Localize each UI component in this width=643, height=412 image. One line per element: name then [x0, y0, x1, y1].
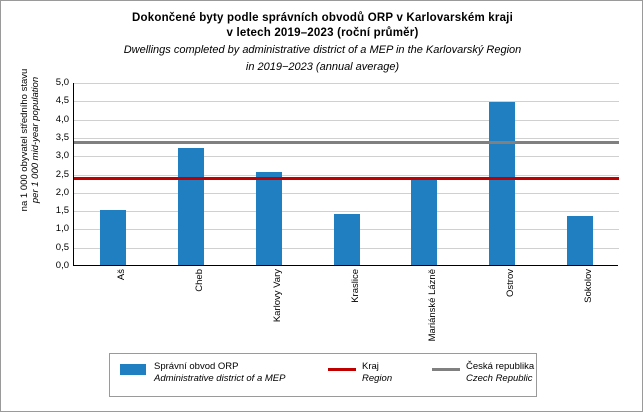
- legend-label-en: Czech Republic: [466, 373, 533, 384]
- y-axis-title-en: per 1 000 mid-year population: [30, 76, 41, 204]
- x-tick-label: Kraslice: [349, 269, 361, 303]
- bar: [256, 172, 282, 265]
- bar: [334, 214, 360, 265]
- y-tick-label: 2,0: [55, 186, 69, 198]
- y-tick-label: 5,0: [55, 77, 69, 88]
- gridline: [74, 101, 619, 102]
- y-tick-label: 0,0: [55, 260, 69, 271]
- chart-title-block: [1, 11, 643, 75]
- x-tick-label: Sokolov: [583, 269, 595, 303]
- legend-label-cz: Správní obvod ORP: [154, 361, 239, 372]
- gridline: [74, 83, 619, 84]
- gridline: [74, 156, 619, 157]
- gridline: [74, 120, 619, 121]
- y-tick-label: 3,5: [55, 131, 69, 143]
- legend-label-en: Administrative district of a MEP: [154, 373, 286, 384]
- chart-legend: [109, 353, 537, 397]
- x-tick-label: Ostrov: [505, 269, 517, 297]
- x-tick-label: Cheb: [193, 269, 205, 292]
- x-tick-label: Mariánské Lázně: [427, 269, 439, 342]
- legend-label: [466, 361, 534, 385]
- plot-area: [73, 83, 618, 266]
- x-axis-labels: [73, 269, 618, 349]
- reference-line: [74, 177, 619, 180]
- legend-label: [154, 361, 285, 385]
- gridline: [74, 211, 619, 212]
- y-tick-label: 1,0: [55, 223, 69, 235]
- bar: [411, 177, 437, 265]
- bar: [178, 148, 204, 265]
- legend-label-cz: Kraj: [362, 361, 379, 372]
- x-tick-label: Aš: [115, 269, 127, 281]
- legend-label-cz: Česká republika: [466, 361, 535, 372]
- y-tick-label: 0,5: [55, 241, 69, 253]
- y-tick-label: 2,5: [55, 168, 69, 180]
- chart-subtitle-line-1: Dwellings completed by administrative district of a MEP in the Karlovarský Region: [123, 44, 522, 56]
- legend-swatch-line: [328, 368, 356, 371]
- y-axis-labels: [23, 77, 69, 271]
- legend-swatch-line: [432, 368, 460, 371]
- chart-title-line-2: v letech 2019–2023 (roční průměr): [226, 27, 419, 39]
- y-tick-label: 4,5: [55, 95, 69, 107]
- gridline: [74, 175, 619, 176]
- y-tick-label: 4,0: [55, 113, 69, 125]
- y-axis-title-cz: na 1 000 obyvatel středního stavu: [19, 68, 30, 212]
- reference-line: [74, 141, 619, 144]
- chart-title-line-1: Dokončené byty podle správních obvodů ORP v Karlovarském kraji: [132, 12, 513, 24]
- legend-label: [362, 361, 392, 385]
- chart-subtitle-line-2: in 2019−2023 (annual average): [245, 61, 400, 73]
- legend-swatch-bar: [120, 364, 146, 375]
- gridline: [74, 138, 619, 139]
- y-tick-label: 1,5: [55, 205, 69, 217]
- legend-label-en: Region: [362, 373, 393, 384]
- x-tick-label: Karlovy Vary: [271, 269, 283, 323]
- bar: [100, 210, 126, 265]
- bar: [489, 102, 515, 265]
- gridline: [74, 193, 619, 194]
- bar: [567, 216, 593, 265]
- y-tick-label: 3,0: [55, 150, 69, 162]
